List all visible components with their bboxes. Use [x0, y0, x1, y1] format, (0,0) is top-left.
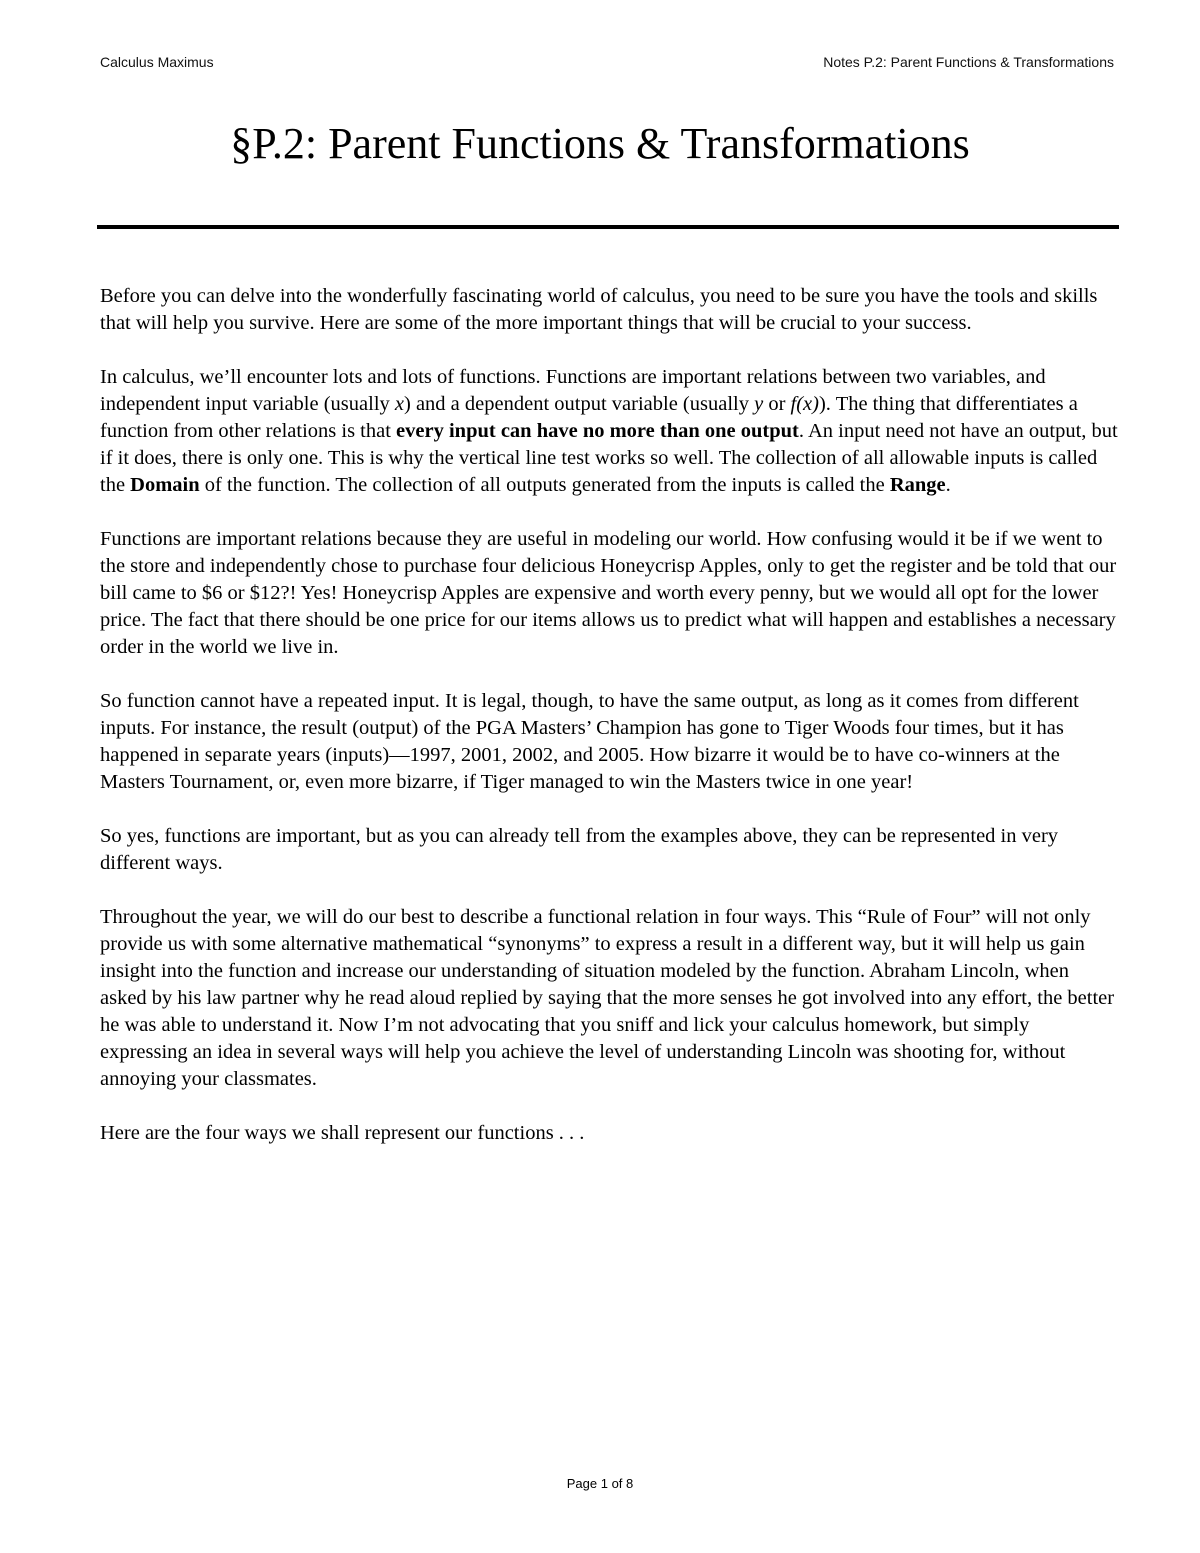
paragraph-representations: So yes, functions are important, but as you can already tell from the examples above, they can be represented in very different ways.	[100, 825, 1059, 874]
page-title: §P.2: Parent Functions & Transformations	[230, 119, 970, 168]
math-x: x	[394, 393, 404, 415]
header-right: Notes P.2: Parent Functions & Transformations	[823, 54, 1114, 70]
math-f-of-x: f(x)	[790, 393, 819, 415]
header-left: Calculus Maximus	[100, 54, 214, 70]
paragraph-modeling: Functions are important relations because they are useful in modeling our world. How confusing would it be if we went to the store and independently chose to purchase four delicious Honeycrisp Apples, only to get the register and be told that our bill came to $6 or $12?! Yes! Honeycrisp Apples are expensive and worth every penny, but we would all opt for the lower price. The fact that there should be one price for our items allows us to predict what will happen and establishes a necessary order in the world we live in.	[100, 528, 1117, 658]
paragraph-repeated-input: So function cannot have a repeated input. It is legal, though, to have the same output, as long as it comes from different inputs. For instance, the result (output) of the PGA Masters’ Champion has gone to Tiger Woods four times, but it has happened in separate years (inputs)—1997, 2001, 2002, and 2005. How bizarre it would be to have co-winners at the Masters Tournament, or, even more bizarre, if Tiger managed to win the Masters twice in one year!	[100, 690, 1079, 793]
paragraph-four-ways: Here are the four ways we shall represent our functions . . .	[100, 1122, 585, 1144]
p2-bold-domain: Domain	[130, 474, 200, 496]
paragraph-intro: Before you can delve into the wonderfully fascinating world of calculus, you need to be sure you have the tools and skills that will help you survive. Here are some of the more important things that will be crucial to your success.	[100, 285, 1098, 334]
p2-text-c: or	[763, 393, 791, 415]
p2-text-d: ). The thing that differentiates a function from other relations is that	[100, 393, 1078, 442]
math-y: y	[754, 393, 764, 415]
p2-bold-range: Range	[889, 474, 946, 496]
p2-bold-definition: every input can have no more than one output	[396, 420, 799, 442]
p2-text-b: ) and a dependent output variable (usually	[404, 393, 755, 415]
p2-text-g: .	[945, 474, 951, 496]
paragraph-rule-of-four: Throughout the year, we will do our best to describe a functional relation in four ways. This “Rule of Four” will not only provide us with some alternative mathematical “synonyms” to express a result in a different way, but it will help us gain insight into the function and increase our understanding of situation modeled by the function. Abraham Lincoln, when asked by his law partner why he read aloud replied by saying that the more senses he got involved into any effort, the better he was able to understand it. Now I’m not advocating that you sniff and lick your calculus homework, but simply expressing an idea in several ways will help you achieve the level of understanding Lincoln was shooting for, without annoying your classmates.	[100, 906, 1115, 1090]
p2-text-f: of the function. The collection of all outputs generated from the inputs is called the	[199, 474, 890, 496]
document-body	[100, 283, 1120, 1174]
p2-text-e: . An input need not have an output, but if it does, there is only one. This is why the vertical line test works so well. The collection of all allowable inputs is called the	[100, 420, 1118, 496]
paragraph-functions	[100, 364, 1120, 499]
page-number: Page 1 of 8	[566, 1476, 634, 1491]
title-divider	[97, 225, 1119, 229]
p2-text-a: In calculus, we’ll encounter lots and lots of functions. Functions are important relations between two variables, and independent input variable (usually	[100, 366, 1046, 415]
